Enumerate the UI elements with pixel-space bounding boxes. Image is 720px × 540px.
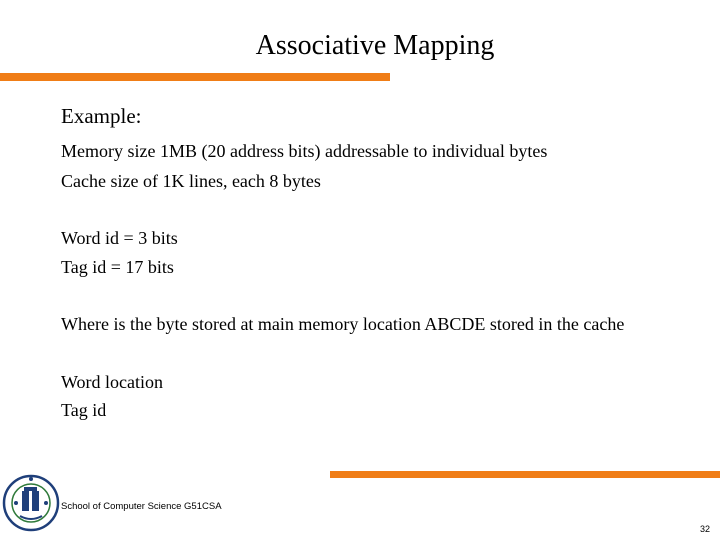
tag-id-answer-line: Tag id — [61, 400, 107, 420]
page-number: 32 — [699, 524, 710, 534]
tag-id-line: Tag id = 17 bits — [61, 257, 174, 277]
word-id-line: Word id = 3 bits — [61, 228, 178, 248]
example-heading: Example: — [61, 104, 142, 128]
slide-title: Associative Mapping — [255, 30, 495, 61]
title-underline-bar — [0, 73, 390, 81]
memory-size-line: Memory size 1MB (20 address bits) addressable to individual bytes — [61, 141, 548, 161]
university-seal-icon — [2, 466, 60, 540]
footer-text: School of Computer Science G51CSA — [61, 501, 222, 512]
cache-size-line: Cache size of 1K lines, each 8 bytes — [61, 171, 321, 191]
word-location-line: Word location — [61, 372, 164, 392]
footer-accent-bar — [330, 471, 720, 478]
question-line: Where is the byte stored at main memory location ABCDE stored in the cache — [61, 314, 625, 334]
